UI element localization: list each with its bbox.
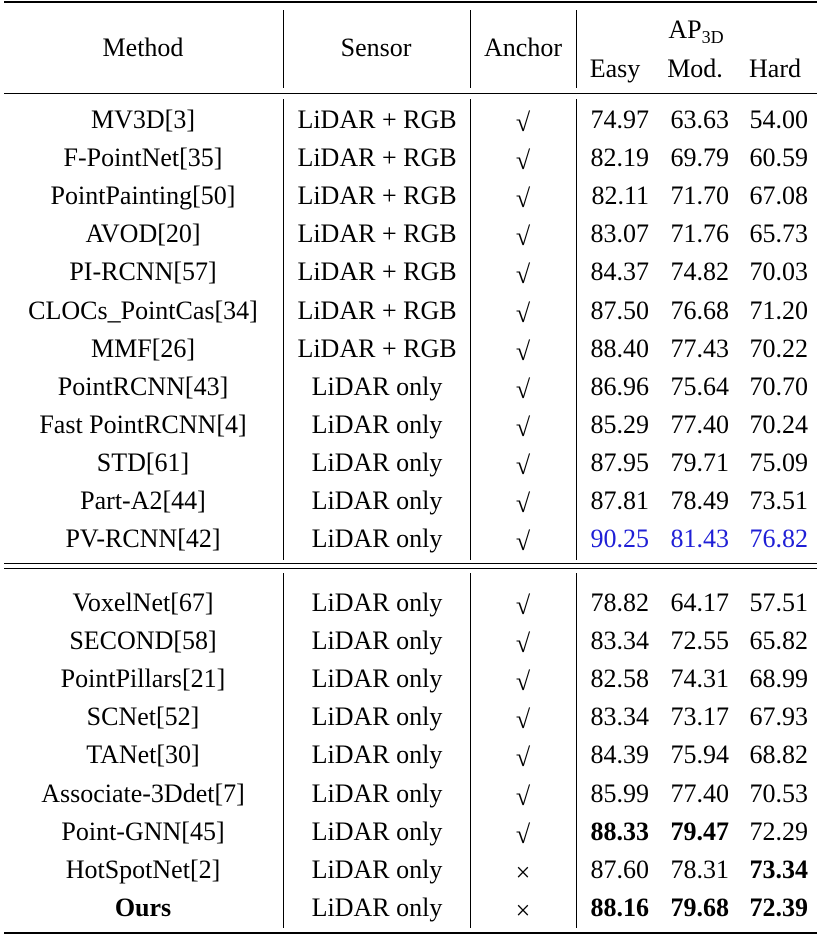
top-rule <box>4 1 817 3</box>
mod-value: 74.82 <box>670 257 729 287</box>
easy-value: 82.11 <box>591 181 649 211</box>
anchor-cell: √ <box>515 705 531 735</box>
anchor-cell: √ <box>515 781 531 811</box>
anchor-cell: × <box>515 857 531 887</box>
hard-value: 57.51 <box>749 588 808 617</box>
hard-value: 54.00 <box>749 105 808 134</box>
vertical-rule-method <box>283 573 284 928</box>
sensor-cell: LiDAR only <box>311 778 443 808</box>
anchor-cell: √ <box>515 146 531 176</box>
hard-value: 65.73 <box>749 219 808 249</box>
easy-value: 87.60 <box>590 854 649 884</box>
easy-value: 82.58 <box>590 664 649 694</box>
hard-value: 67.08 <box>749 181 808 211</box>
method-cell: PI-RCNN[57] <box>69 257 217 287</box>
sensor-cell: LiDAR + RGB <box>297 257 457 287</box>
mod-value: 75.94 <box>670 740 729 770</box>
mod-value: 63.63 <box>670 105 729 134</box>
sensor-cell: LiDAR only <box>311 409 443 439</box>
method-cell: PointPainting[50] <box>50 181 236 211</box>
sensor-cell: LiDAR + RGB <box>297 295 457 325</box>
mod-value: 74.31 <box>670 664 729 694</box>
mod-value: 79.68 <box>670 892 729 922</box>
hard-value: 73.34 <box>749 854 808 884</box>
sensor-cell: LiDAR only <box>311 892 443 922</box>
header-rule <box>4 93 817 94</box>
easy-value: 84.37 <box>590 257 649 287</box>
mod-value: 77.43 <box>670 333 729 363</box>
mod-value: 75.64 <box>670 371 729 401</box>
hard-value: 70.22 <box>749 333 808 363</box>
method-cell: CLOCs_PointCas[34] <box>28 295 258 325</box>
easy-value: 87.50 <box>590 295 649 325</box>
header-method: Method <box>102 33 184 62</box>
sensor-cell: LiDAR only <box>311 854 443 884</box>
anchor-cell: √ <box>515 108 531 137</box>
hard-value: 70.53 <box>749 778 808 808</box>
hard-value: 70.03 <box>749 257 808 287</box>
method-cell: VoxelNet[67] <box>72 588 214 617</box>
anchor-cell: √ <box>515 819 531 849</box>
anchor-cell: √ <box>515 629 531 659</box>
anchor-cell: √ <box>515 412 531 442</box>
easy-value: 88.33 <box>590 816 649 846</box>
vertical-rule-method <box>283 10 284 88</box>
hard-value: 67.93 <box>749 702 808 732</box>
sensor-cell: LiDAR only <box>311 816 443 846</box>
anchor-cell: √ <box>515 667 531 697</box>
vertical-rule-anchor <box>576 573 577 928</box>
hard-value: 76.82 <box>749 524 808 554</box>
easy-value: 85.99 <box>590 778 649 808</box>
hard-value: 73.51 <box>749 486 808 515</box>
sensor-cell: LiDAR only <box>311 702 443 732</box>
sensor-cell: LiDAR only <box>311 371 443 401</box>
hard-value: 70.70 <box>749 371 808 401</box>
method-cell: HotSpotNet[2] <box>65 854 221 884</box>
hard-value: 60.59 <box>749 143 808 173</box>
sensor-cell: LiDAR + RGB <box>297 143 457 173</box>
header-ap-label: AP <box>668 15 702 44</box>
mod-value: 79.47 <box>670 816 729 846</box>
easy-value: 82.19 <box>590 143 649 173</box>
mod-value: 77.40 <box>670 409 729 439</box>
anchor-cell: √ <box>515 336 531 366</box>
mod-value: 72.55 <box>670 626 729 656</box>
easy-value: 83.34 <box>590 626 649 656</box>
method-cell: Ours <box>114 892 172 922</box>
sensor-cell: LiDAR only <box>311 524 443 554</box>
mod-value: 81.43 <box>670 524 729 554</box>
mod-value: 71.76 <box>670 219 729 249</box>
method-cell: MV3D[3] <box>91 105 195 134</box>
vertical-rule-sensor <box>470 99 471 560</box>
hard-value: 65.82 <box>749 626 808 656</box>
easy-value: 88.40 <box>590 333 649 363</box>
easy-value: 83.34 <box>590 702 649 732</box>
header-ap3d <box>668 17 723 46</box>
sensor-cell: LiDAR only <box>311 588 443 617</box>
sensor-cell: LiDAR only <box>311 486 443 515</box>
easy-value: 87.95 <box>590 447 649 477</box>
method-cell: PointRCNN[43] <box>57 371 229 401</box>
mod-value: 64.17 <box>670 588 729 617</box>
anchor-cell: √ <box>515 374 531 404</box>
anchor-cell: × <box>515 895 531 925</box>
anchor-cell: √ <box>515 743 531 773</box>
mod-value: 71.70 <box>670 181 729 211</box>
easy-value: 88.16 <box>590 892 649 922</box>
sensor-cell: LiDAR only <box>311 664 443 694</box>
anchor-cell: √ <box>515 591 531 620</box>
group-separator-rule-2 <box>4 568 817 569</box>
mod-value: 78.49 <box>670 486 729 515</box>
sensor-cell: LiDAR only <box>311 626 443 656</box>
method-cell: Associate-3Ddet[7] <box>41 778 245 808</box>
hard-value: 72.39 <box>749 892 808 922</box>
hard-value: 70.24 <box>749 409 808 439</box>
method-cell: STD[61] <box>96 447 190 477</box>
easy-value: 90.25 <box>590 524 649 554</box>
group-separator-rule-1 <box>4 563 817 564</box>
sensor-cell: LiDAR only <box>311 740 443 770</box>
vertical-rule-sensor <box>470 10 471 88</box>
vertical-rule-method <box>283 99 284 560</box>
anchor-cell: √ <box>515 489 531 518</box>
header-hard: Hard <box>749 54 801 83</box>
vertical-rule-anchor <box>576 10 577 88</box>
method-cell: TANet[30] <box>86 740 200 770</box>
header-easy: Easy <box>589 54 641 83</box>
anchor-cell: √ <box>515 450 531 480</box>
easy-value: 74.97 <box>590 105 649 134</box>
bottom-rule <box>4 932 817 934</box>
hard-value: 71.20 <box>749 295 808 325</box>
hard-value: 68.82 <box>749 740 808 770</box>
mod-value: 79.71 <box>670 447 729 477</box>
sensor-cell: LiDAR + RGB <box>297 181 457 211</box>
method-cell: Part-A2[44] <box>80 486 206 515</box>
mod-value: 78.31 <box>670 854 729 884</box>
mod-value: 69.79 <box>670 143 729 173</box>
method-cell: F-PointNet[35] <box>63 143 223 173</box>
sensor-cell: LiDAR only <box>311 447 443 477</box>
method-cell: AVOD[20] <box>85 219 201 249</box>
easy-value: 85.29 <box>590 409 649 439</box>
anchor-cell: √ <box>515 527 531 557</box>
header-anchor: Anchor <box>484 33 562 62</box>
easy-value: 84.39 <box>590 740 649 770</box>
mod-value: 77.40 <box>670 778 729 808</box>
method-cell: SCNet[52] <box>86 702 200 732</box>
anchor-cell: √ <box>515 222 531 252</box>
vertical-rule-anchor <box>576 99 577 560</box>
header-sensor: Sensor <box>340 33 412 62</box>
method-cell: SECOND[58] <box>69 626 217 656</box>
header-mod: Mod. <box>667 54 723 83</box>
method-cell: Fast PointRCNN[4] <box>39 409 247 439</box>
header-ap-subscript: 3D <box>701 27 724 47</box>
sensor-cell: LiDAR + RGB <box>297 219 457 249</box>
easy-value: 87.81 <box>590 486 649 515</box>
easy-value: 83.07 <box>590 219 649 249</box>
sensor-cell: LiDAR + RGB <box>297 105 457 134</box>
easy-value: 78.82 <box>590 588 649 617</box>
sensor-cell: LiDAR + RGB <box>297 333 457 363</box>
vertical-rule-sensor <box>470 573 471 928</box>
method-cell: PointPillars[21] <box>60 664 226 694</box>
method-cell: MMF[26] <box>90 333 196 363</box>
hard-value: 72.29 <box>749 816 808 846</box>
hard-value: 75.09 <box>749 447 808 477</box>
anchor-cell: √ <box>515 184 531 214</box>
hard-value: 68.99 <box>749 664 808 694</box>
mod-value: 73.17 <box>670 702 729 732</box>
anchor-cell: √ <box>515 260 531 290</box>
mod-value: 76.68 <box>670 295 729 325</box>
method-cell: Point-GNN[45] <box>61 816 225 846</box>
anchor-cell: √ <box>515 298 531 328</box>
easy-value: 86.96 <box>590 371 649 401</box>
method-cell: PV-RCNN[42] <box>65 524 221 554</box>
